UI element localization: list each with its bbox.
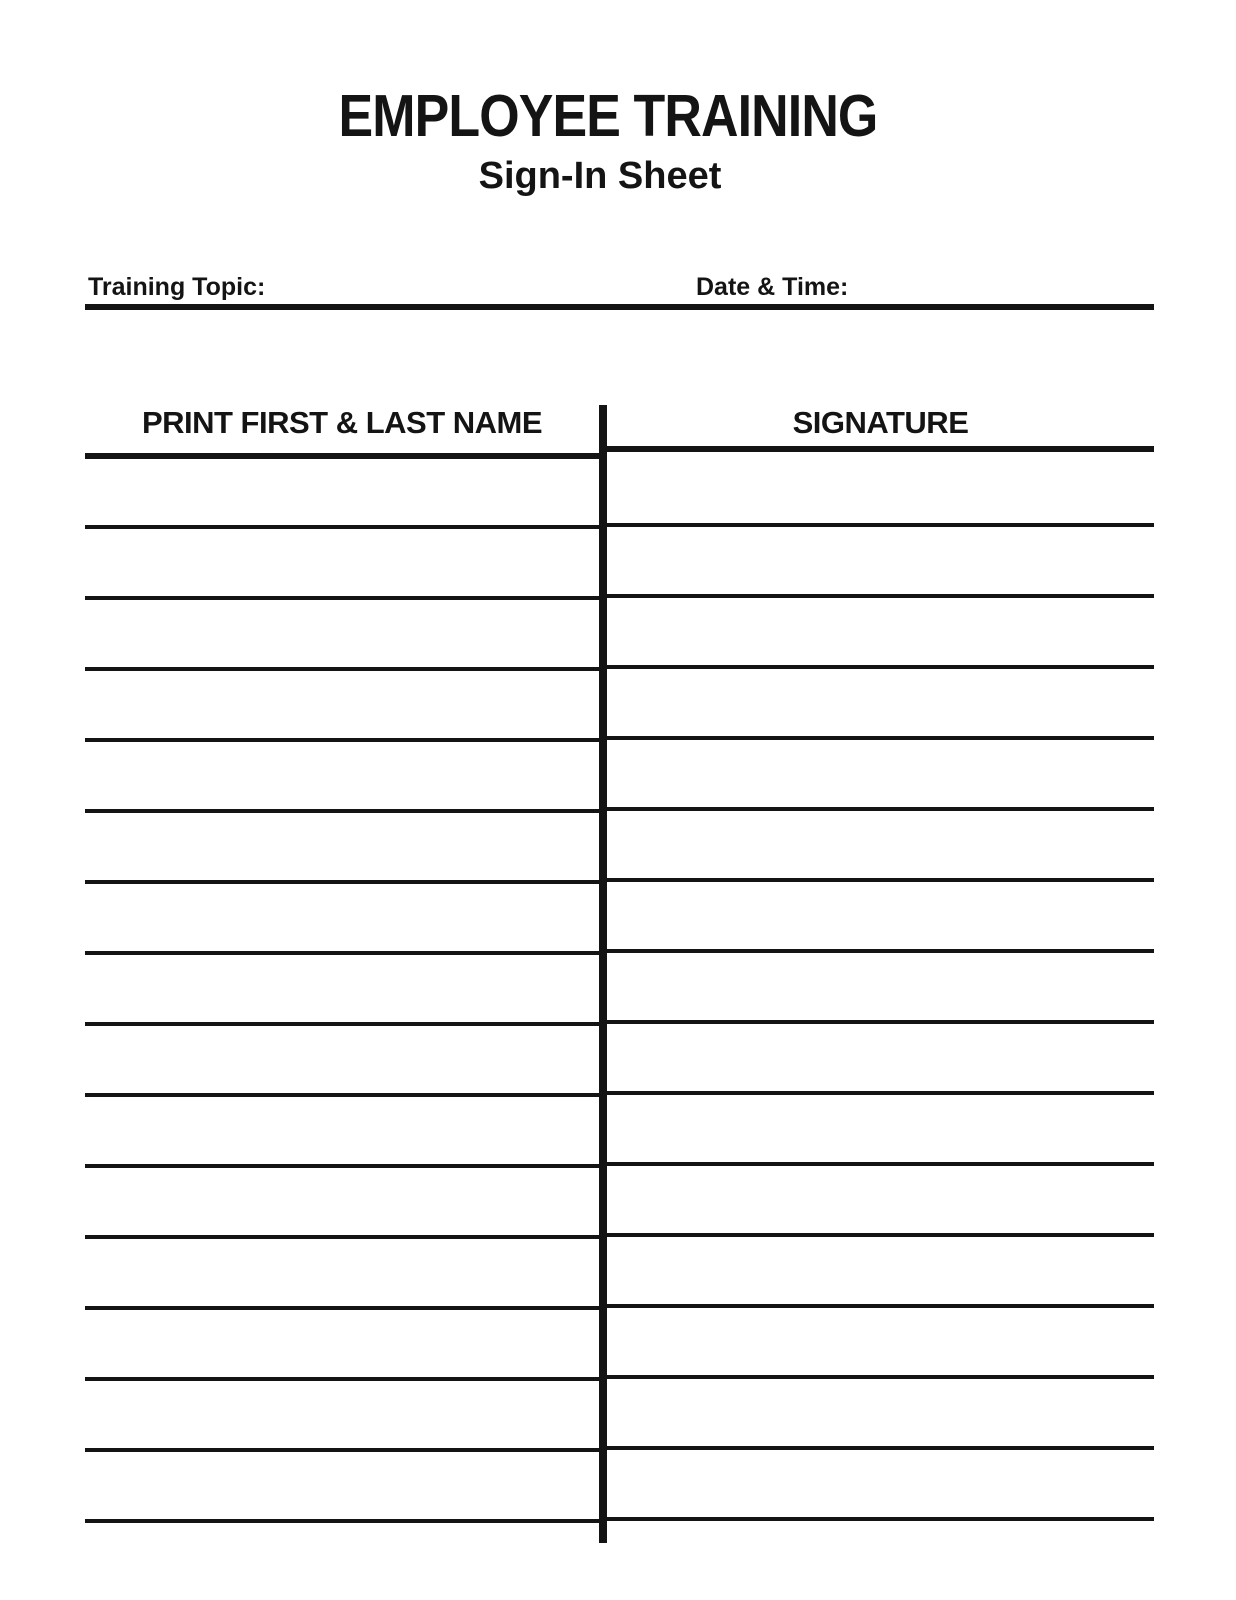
row-line-name-column (85, 667, 603, 671)
date-time-label: Date & Time: (696, 273, 849, 301)
training-topic-label: Training Topic: (88, 273, 266, 301)
column-divider (599, 405, 607, 1543)
row-line-signature-column (599, 1091, 1154, 1095)
row-line-signature-column (599, 665, 1154, 669)
row-line-name-column (85, 1377, 603, 1381)
row-line-signature-column (599, 736, 1154, 740)
row-line-name-column (85, 1164, 603, 1168)
row-line-name-column (85, 596, 603, 600)
row-line-name-column (85, 1306, 603, 1310)
row-line-name-column (85, 1022, 603, 1026)
column-header-signature: SIGNATURE (792, 405, 969, 440)
fill-in-rule (85, 304, 1154, 310)
row-line-signature-column (599, 523, 1154, 527)
row-line-name-column (85, 951, 603, 955)
row-line-signature-column (599, 1020, 1154, 1024)
row-line-name-column (85, 1448, 603, 1452)
row-line-signature-column (599, 1517, 1154, 1521)
row-line-name-column (85, 1519, 603, 1523)
row-line-signature-column (599, 1162, 1154, 1166)
column-header-name: PRINT FIRST & LAST NAME (141, 405, 543, 440)
row-line-signature-column (599, 807, 1154, 811)
row-line-signature-column (599, 1446, 1154, 1450)
sign-in-table (85, 405, 1154, 1545)
header-rule-signature-column (599, 446, 1154, 452)
row-line-name-column (85, 738, 603, 742)
row-line-signature-column (599, 1233, 1154, 1237)
row-line-signature-column (599, 1375, 1154, 1379)
header-rule-name-column (85, 453, 603, 459)
row-line-signature-column (599, 594, 1154, 598)
document-title: EMPLOYEE TRAINING (338, 83, 878, 149)
row-line-name-column (85, 525, 603, 529)
row-line-name-column (85, 880, 603, 884)
row-line-name-column (85, 1093, 603, 1097)
row-line-signature-column (599, 1304, 1154, 1308)
row-line-name-column (85, 809, 603, 813)
document-subtitle: Sign-In Sheet (478, 155, 722, 197)
row-line-signature-column (599, 949, 1154, 953)
row-line-signature-column (599, 878, 1154, 882)
row-line-name-column (85, 1235, 603, 1239)
